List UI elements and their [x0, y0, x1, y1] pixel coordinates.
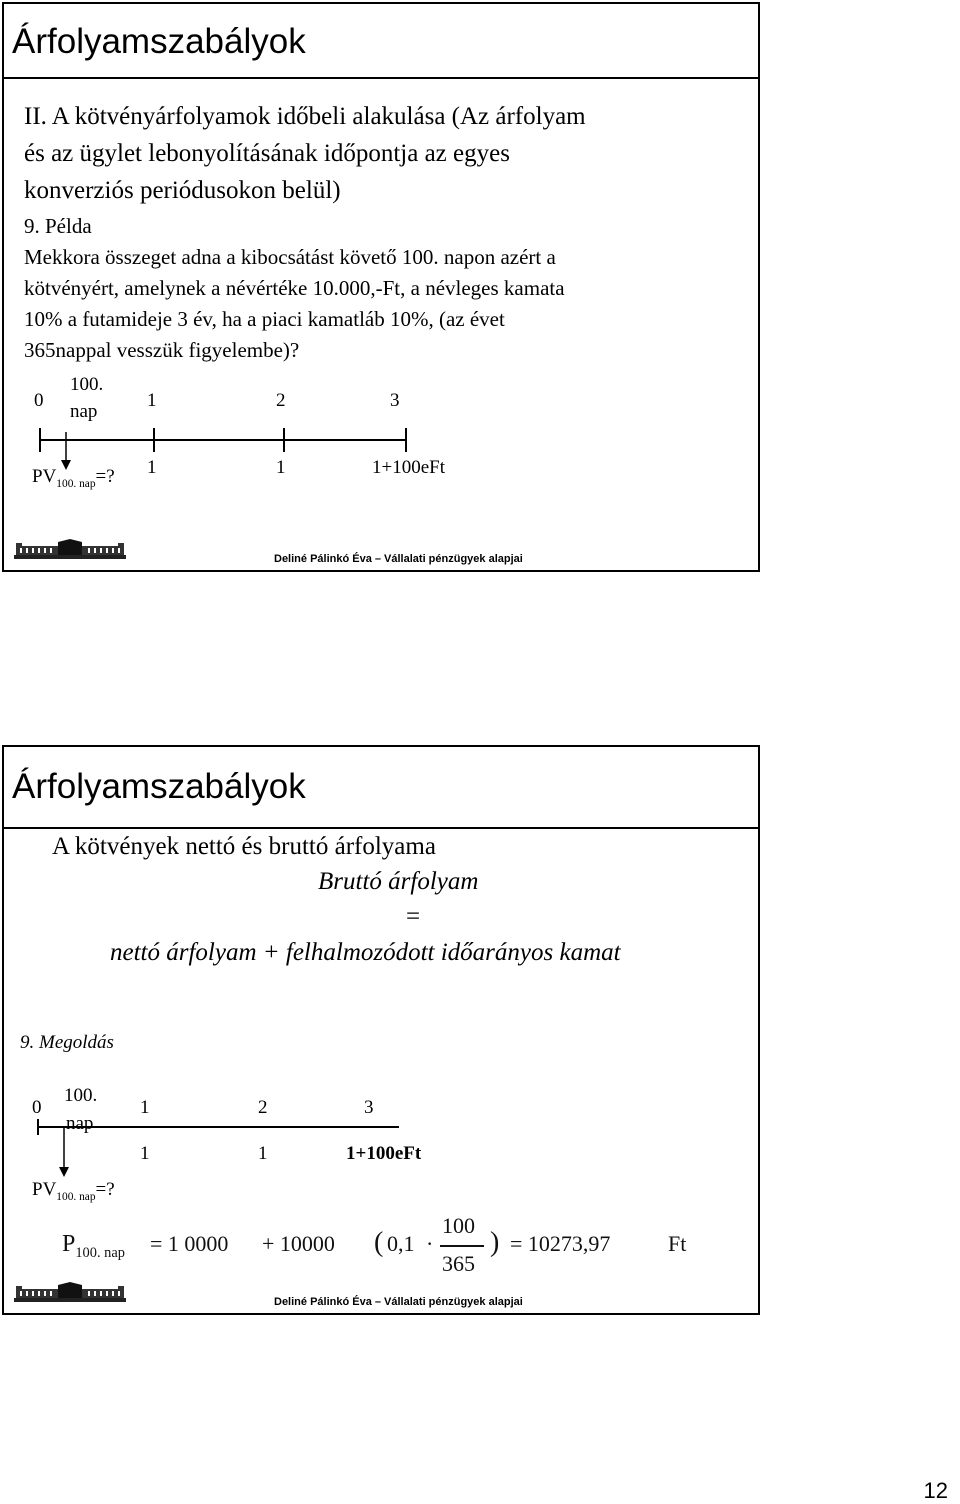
fraction-bar: [440, 1245, 484, 1247]
tick-label-day: nap: [70, 401, 98, 422]
pv-text: PV: [32, 466, 57, 487]
question-line: 365nappal vesszük figyelembe)?: [24, 338, 300, 362]
question-line: kötvényért, amelynek a névértéke 10.000,-Ft, a névleges kamata: [24, 276, 565, 300]
tick-label-2: 2: [276, 390, 286, 411]
formula-numerator: 100: [442, 1213, 475, 1238]
example-label: 9. Példa: [24, 214, 92, 238]
footer-text: Deliné Pálinkó Éva – Vállalati pénzügyek alapjai: [274, 553, 523, 565]
equals-sign: =: [406, 903, 421, 930]
footer-text: Deliné Pálinkó Éva – Vállalati pénzügyek alapjai: [274, 1296, 523, 1308]
tick-label-1: 1: [147, 390, 157, 411]
formula-dot: ·: [426, 1231, 434, 1256]
netto-formula: nettó árfolyam + felhalmozódott időarányos kamat: [110, 939, 621, 966]
tick-label-3: 3: [364, 1097, 374, 1118]
formula-p-symbol: P: [62, 1231, 76, 1257]
section-heading: [24, 98, 586, 209]
formula-rate: 0,1: [387, 1231, 415, 1256]
pv-label: [32, 466, 115, 490]
formula-close-paren: ): [490, 1227, 500, 1258]
formula-p: [62, 1231, 125, 1262]
tick-label-0: 0: [34, 390, 44, 411]
formula-result: = 10273,97: [510, 1231, 611, 1256]
heading-line: konverziós periódusokon belül): [24, 177, 341, 204]
question-line: 10% a futamideje 3 év, ha a piaci kamatláb 10%, (az évet: [24, 307, 505, 331]
building-logo-icon: [14, 1282, 126, 1304]
example-block: [24, 211, 565, 366]
page-number: 12: [923, 1478, 948, 1503]
slide-1: [2, 2, 760, 572]
cashflow-2: 1: [258, 1143, 268, 1164]
pv-suffix: =?: [95, 1179, 115, 1200]
tick-label-0: 0: [32, 1097, 42, 1118]
pv-subscript: 100. nap: [56, 1190, 96, 1203]
pv-subscript: 100. nap: [56, 477, 96, 490]
formula-p-subscript: 100. nap: [75, 1244, 125, 1261]
tick-label-100-day: 100.: [70, 374, 104, 395]
cashflow-1: 1: [147, 457, 157, 478]
cashflow-1: 1: [140, 1143, 150, 1164]
tick-label-100-day: 100.: [64, 1085, 98, 1106]
formula-eq1: = 1 0000: [150, 1231, 229, 1256]
tick-label-day: nap: [66, 1113, 94, 1134]
slide-2: [2, 745, 760, 1315]
section-subtitle: A kötvények nettó és bruttó árfolyama: [52, 833, 436, 860]
tick-label-3: 3: [390, 390, 400, 411]
formula-denominator: 365: [442, 1251, 475, 1276]
slide-title: Árfolyamszabályok: [12, 767, 306, 806]
heading-line: és az ügylet lebonyolításának időpontja az egyes: [24, 140, 510, 167]
formula-unit: Ft: [668, 1231, 687, 1256]
slide-title: Árfolyamszabályok: [12, 22, 306, 61]
cashflow-3: 1+100eFt: [346, 1143, 422, 1164]
pv-suffix: =?: [95, 466, 115, 487]
tick-label-1: 1: [140, 1097, 150, 1118]
title-divider: [4, 827, 758, 829]
title-divider: [4, 77, 758, 79]
formula-plus-coupon: + 10000: [262, 1231, 335, 1256]
question-line: Mekkora összeget adna a kibocsátást követő 100. napon azért a: [24, 245, 556, 269]
formula-open-paren: (: [374, 1227, 384, 1258]
solution-label: 9. Megoldás: [20, 1032, 114, 1053]
tick-label-2: 2: [258, 1097, 268, 1118]
building-logo-icon: [14, 539, 126, 561]
cashflow-3: 1+100eFt: [372, 457, 445, 478]
cashflow-2: 1: [276, 457, 286, 478]
brutto-label: Bruttó árfolyam: [318, 868, 479, 895]
pv-label: [32, 1179, 115, 1203]
heading-line: II. A kötvényárfolyamok időbeli alakulása (Az árfolyam: [24, 103, 586, 130]
pv-text: PV: [32, 1179, 57, 1200]
